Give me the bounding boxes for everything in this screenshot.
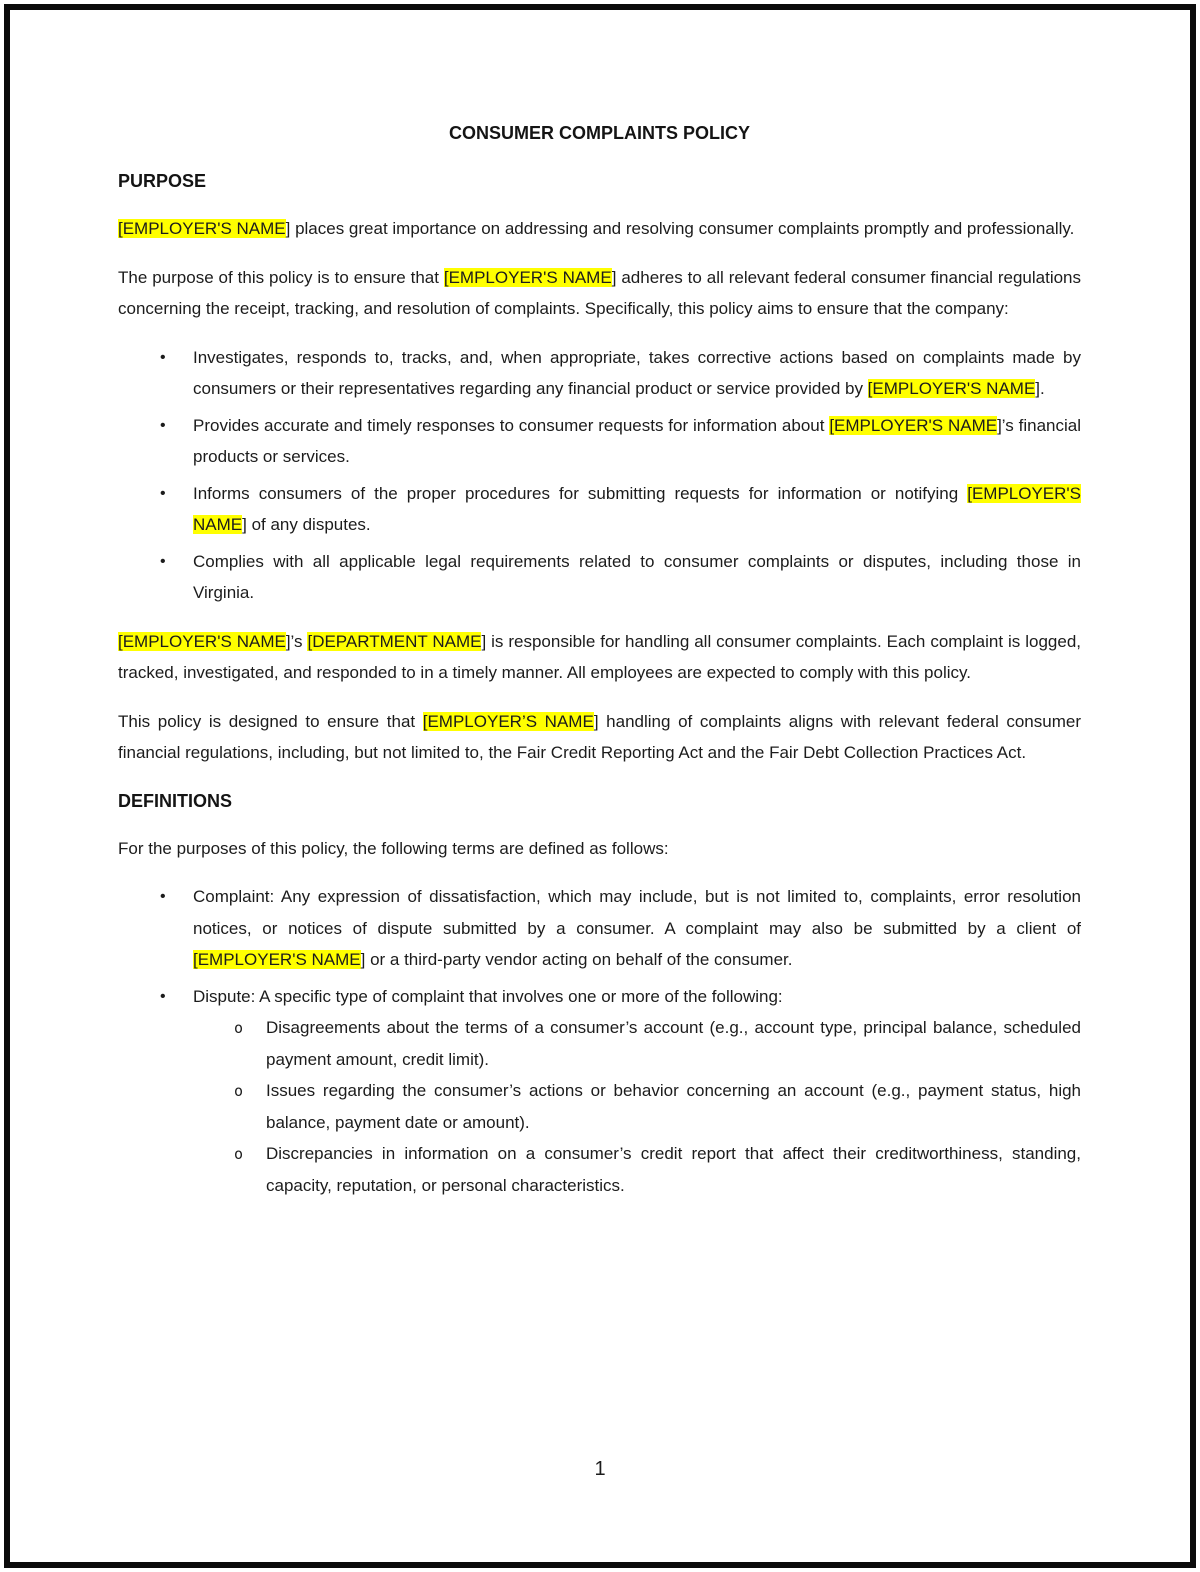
text-run: ]. <box>1035 379 1045 398</box>
bullet-item <box>118 881 1081 976</box>
text-run: ] is responsible for handling all consumer complaints. Each complaint is logged, tracked, investigated, and responded to in a timely manner. All employees are expected to comply with this policy. <box>118 631 1081 682</box>
text-run: Discrepancies in information on a consumer’s credit report that affect their creditworthiness, standing, capacity, reputation, or personal characteristics. <box>266 1144 1081 1195</box>
bullet-text <box>193 887 1081 969</box>
bullet-text <box>193 484 1081 535</box>
circle-bullet-icon: o <box>234 1145 244 1163</box>
paragraph <box>118 833 1081 865</box>
sub-bullet-list <box>193 1012 1081 1201</box>
document-content <box>118 118 1081 1218</box>
text-run: The purpose of this policy is to ensure that <box>118 267 444 287</box>
document-title: CONSUMER COMPLAINTS POLICY <box>448 123 750 143</box>
placeholder-highlight: [EMPLOYER'S NAME <box>193 950 361 969</box>
text-run: Complaint: Any expression of dissatisfaction, which may include, but is not limited to, complaints, error resolution notices, or notices of dispute submitted by a consumer. A complaint may also be submitted by a client of <box>193 887 1081 938</box>
bullet-text <box>266 1144 1081 1195</box>
text-run: Dispute: A specific type of complaint that involves one or more of the following: <box>193 986 783 1006</box>
placeholder-highlight: [EMPLOYER'S NAME <box>118 631 286 651</box>
placeholder-highlight: [EMPLOYER'S NAME <box>118 219 286 238</box>
placeholder-highlight: [EMPLOYER'S NAME <box>193 483 1081 534</box>
bullet-item <box>118 342 1081 405</box>
bullet-list <box>118 342 1081 609</box>
text-run: Disagreements about the terms of a consumer’s account (e.g., account type, principal balance, scheduled payment amount, credit limit). <box>266 1018 1081 1069</box>
text-run: Investigates, responds to, tracks, and, when appropriate, takes corrective actions based on complaints made by consumers or their representatives regarding any financial product or service provided by <box>193 347 1081 398</box>
circle-bullet-icon: o <box>234 1019 244 1037</box>
bullet-icon: • <box>160 484 166 502</box>
bullet-text <box>266 1018 1081 1069</box>
placeholder-highlight: [EMPLOYER’S NAME <box>422 711 594 731</box>
document-body <box>118 166 1081 1201</box>
section-heading: DEFINITIONS <box>118 790 233 811</box>
placeholder-highlight: [DEPARTMENT NAME <box>307 631 482 651</box>
bullet-icon: • <box>160 987 166 1005</box>
placeholder-highlight: [EMPLOYER'S NAME <box>867 379 1036 398</box>
text-run: ] handling of complaints aligns with relevant federal consumer financial regulations, including, but not limited to, the Fair Credit Reporting Act and the Fair Debt Collection Practices Act. <box>118 711 1081 762</box>
text-run: ] of any disputes. <box>242 515 371 534</box>
text-run: Informs consumers of the proper procedures for submitting requests for information or notifying <box>193 483 968 503</box>
sub-bullet-item <box>193 1012 1081 1075</box>
text-run: Provides accurate and timely responses to consumer requests for information about <box>193 415 830 435</box>
placeholder-highlight: [EMPLOYER'S NAME <box>443 267 612 287</box>
paragraph <box>118 213 1081 245</box>
placeholder-highlight: [EMPLOYER'S NAME <box>829 415 998 435</box>
text-run: Complies with all applicable legal requirements related to consumer complaints or disputes, including those in Virginia. <box>193 551 1081 602</box>
bullet-icon: • <box>160 888 166 905</box>
sub-bullet-item <box>193 1075 1081 1138</box>
bullet-item <box>118 410 1081 473</box>
bullet-list <box>118 881 1081 1201</box>
bullet-text <box>193 348 1081 399</box>
text-run: ] or a third-party vendor acting on behalf of the consumer. <box>360 950 793 969</box>
bullet-text <box>266 1081 1081 1132</box>
text-run: ] adheres to all relevant federal consumer financial regulations concerning the receipt, tracking, and resolution of complaints. Specifically, this policy aims to ensure that the company: <box>118 267 1082 318</box>
text-run: ] places great importance on addressing and resolving consumer complaints promptly and professionally. <box>285 219 1075 238</box>
bullet-icon: • <box>160 552 166 570</box>
text-run: Issues regarding the consumer’s actions or behavior concerning an account (e.g., payment status, high balance, payment date or amount). <box>266 1081 1081 1132</box>
circle-bullet-icon: o <box>234 1082 244 1100</box>
bullet-icon: • <box>160 416 166 434</box>
text-run: ]’s financial products or services. <box>193 415 1081 466</box>
bullet-item <box>118 546 1081 609</box>
bullet-item <box>118 478 1081 541</box>
bullet-text <box>193 552 1081 603</box>
text-run: ]’s <box>285 631 308 651</box>
bullet-text <box>193 416 1081 467</box>
bullet-item <box>118 981 1081 1202</box>
paragraph <box>118 706 1081 769</box>
paragraph <box>118 626 1081 689</box>
paragraph <box>118 262 1081 325</box>
section-heading: PURPOSE <box>118 171 207 191</box>
sub-bullet-item <box>193 1138 1081 1201</box>
bullet-text <box>193 987 783 1006</box>
text-run: For the purposes of this policy, the following terms are defined as follows: <box>118 838 669 858</box>
bullet-icon: • <box>160 348 166 366</box>
text-run: This policy is designed to ensure that <box>118 711 423 731</box>
page-number: 1 <box>594 1458 606 1480</box>
